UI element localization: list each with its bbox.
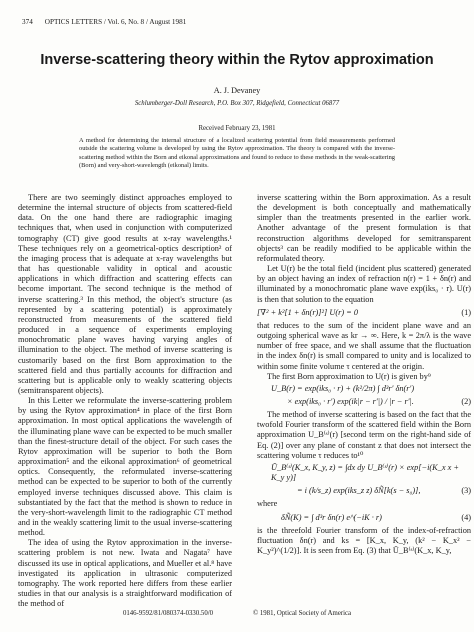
equation-body: δÑ(K) = ∫ d³r δn(r) e^(−iK · r) <box>281 512 382 522</box>
equation-1 <box>257 308 471 318</box>
equation-2-line-1: U_B(r) = exp(iks₀ · r) + (k²/2π) ∫ d³r′ δn(r′) <box>271 383 415 393</box>
equation-body: [∇² + k²[1 + δn(r)]²] U(r) = 0 <box>257 307 358 317</box>
paragraph: The method of inverse scattering is based on the fact that the twofold Fourier transform of the scattered field within the Born approximation U_B⁽ˢ⁾(r) [second term on the right-hand side of Eq. (2)] over any plane of constant z that does not intersect the scattering volume τ reduces to¹⁰ <box>257 410 471 460</box>
affiliation: Schlumberger-Doll Research, P.O. Box 307, Ridgefield, Connecticut 06877 <box>134 100 340 107</box>
equation-number: (4) <box>461 512 471 522</box>
equation-4 <box>257 513 471 523</box>
page-footer <box>0 610 474 617</box>
equation-number: (1) <box>461 307 471 317</box>
paragraph: where <box>257 499 278 509</box>
abstract: A method for determining the internal structure of a localized scattering potential from field measurements performed outside the scattering volume is developed by using the Rytov approximation. The theory is compared with the inverse-scattering method within the Born and eikonal approximations and found to reduce to these methods in the weak-scattering (Born) and very-short-wavelength (eikonal) limits. <box>79 137 395 170</box>
article-code: 0146-9592/81/080374-0330.50/0 <box>122 610 214 617</box>
received-date: Received February 23, 1981 <box>198 125 276 132</box>
running-header <box>22 18 452 30</box>
equation-3-line-2 <box>257 486 471 496</box>
equation-3-line-1: Ũ_B⁽ˢ⁾(K_x, K_y, z) = ∫dx dy U_B⁽ˢ⁾(r) × exp[−i(K_x x + K_y y)] <box>271 462 459 483</box>
equation-body: × exp(iks₀ · r′) exp(ik|r − r′|) / |r − r′|. <box>287 396 414 406</box>
left-column <box>18 193 232 609</box>
equation-2-line-2 <box>257 397 471 407</box>
equation-number: (3) <box>461 486 471 496</box>
journal-line: OPTICS LETTERS / Vol. 6, No. 8 / August 1981 <box>44 18 187 26</box>
paragraph: Let U(r) be the total field (incident plus scattered) generated by an object having an index of refraction n(r) = 1 + δn(r) and illuminated by a monochromatic plane wave exp(iks₀ · r). U(r) is then that solution to the equation <box>257 264 471 304</box>
paragraph: There are two seemingly distinct approaches employed to determine the internal structure of objects from scattered-field data. On the one hand there are radiographic imaging techniques that, when used in conjunction with computerized tomography (CT) give good results at x-ray wavelengths.¹ These techniques rely on a geometrical-optics description² of the imaging process that is adequate at x-ray wavelengths but that has questionable validity in optical and acoustic applications in which diffraction and scattering effects can become important. The second technique is the method of inverse scattering.³ In this method, the object's structure (as represented by a scattering potential) is approximately reconstructed from measurements of the scattered field produced in a sequence of experiments employing monochromatic plane waves having varying angles of illumination to the object. The method of inverse scattering is customarily based on the first Born approximation to the scattered field and thus partially accounts for diffraction and scattering but is applicable only to weakly scattering objects (semitransparent objects). <box>18 193 232 395</box>
paragraph: The idea of using the Rytov approximation in the inverse-scattering problem is not new. Iwata and Nagata⁷ have discussed its use in optical applications, and Mueller et al.⁸ have investigated its application in ultrasonic computerized tomography. The work reported here differs from these earlier studies in that our analysis is a straightforward modification of the method of <box>18 538 232 609</box>
paragraph: inverse scattering within the Born approximation. As a result the development is both conceptually and mathematically simpler than the treatments presented in the earlier work. Another advantage of the present formulation is that reconstruction algorithms developed for semitransparent objects³ can be readily modified to be applicable within the reformulated theory. <box>257 193 471 263</box>
equation-body: = i (k/s_z) exp(iks_z z) δÑ[k(s − s₀)], <box>297 486 421 496</box>
right-column <box>257 193 471 556</box>
paragraph: In this Letter we reformulate the inverse-scattering problem by using the Rytov approximation⁴ in place of the first Born approximation. In most optical applications the wavelength of the illuminating plane wave can be expected to be much smaller than the finest-structure detail of the object. For such cases the Rytov approximation will be superior to both the Born approximation⁵ and the eikonal approximation⁶ of geometrical optics. Consequently, the reformulated inverse-scattering method can be expected to be superior to both of the currently employed inverse techniques discussed above. This claim is substantiated by the fact that the method is shown to reduce in the very-short-wavelength limit to the radiographic CT method and in the weakly scattering limit to the usual inverse-scattering method. <box>18 396 232 538</box>
paragraph: that reduces to the sum of the incident plane wave and an outgoing spherical wave as kr → ∞. Here, k = 2π/λ is the wave number of free space, and we shall assume that the fluctuation in the index δn(r) is small compared to unity and is localized to within some finite volume τ centered at the origin. <box>257 320 471 371</box>
page-number: 374 <box>22 18 33 26</box>
paragraph: The first Born approximation to U(r) is given by⁹ <box>267 371 431 381</box>
article-title: Inverse-scattering theory within the Rytov approximation <box>40 52 434 68</box>
author: A. J. Devaney <box>213 86 261 95</box>
copyright: © 1981, Optical Society of America <box>253 610 352 617</box>
equation-number: (2) <box>461 396 471 406</box>
paragraph: is the threefold Fourier transform of the index-of-refraction fluctuation δn(r) and ks = [K_x, K_y, (k² − K_x² − K_y²)^(1/2)]. It is seen from Eq. (3) that Ũ_B⁽ˢ⁾(K_x, K_y, <box>257 525 471 555</box>
